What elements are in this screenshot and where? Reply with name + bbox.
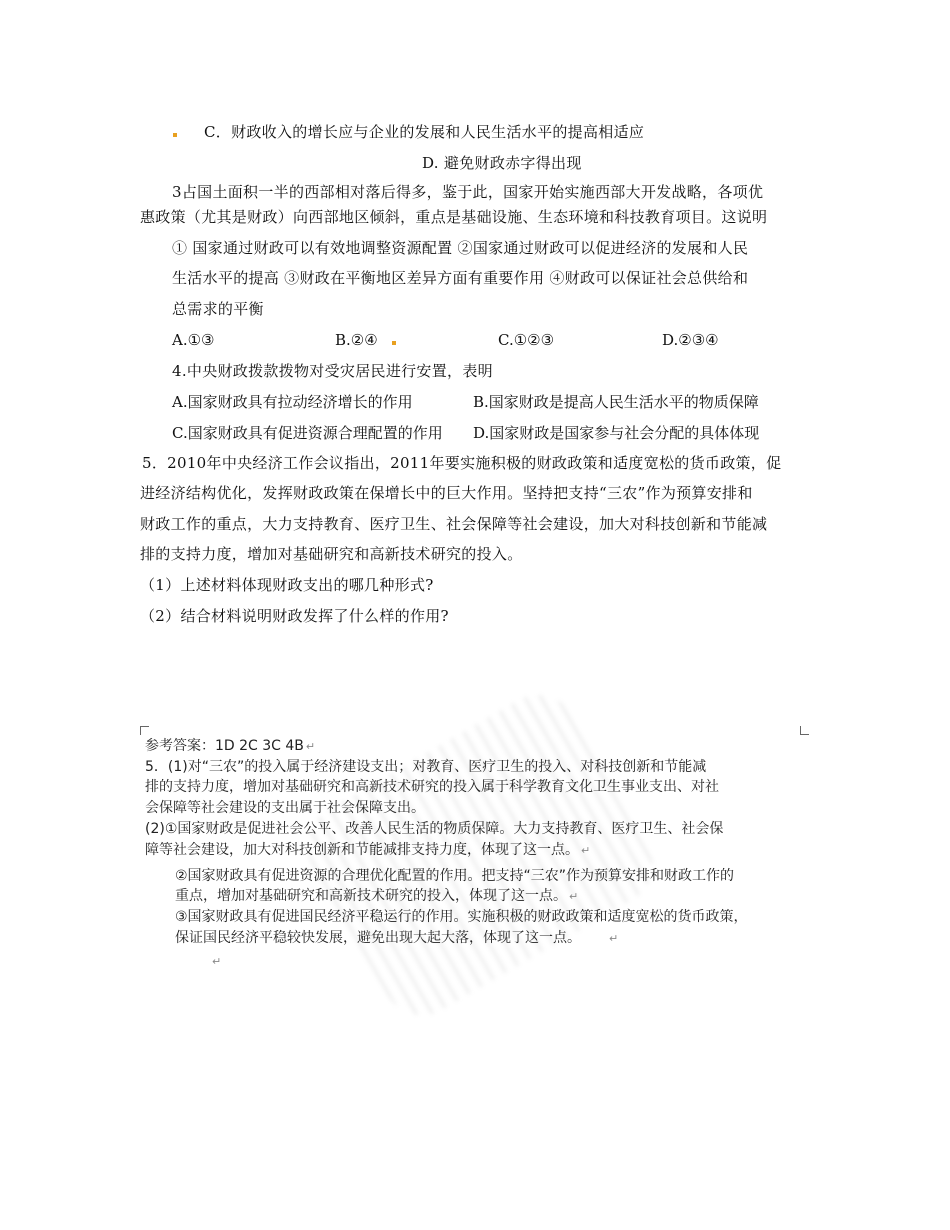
answer-5-1-line-1: 5．(1)对“三农”的投入属于经济建设支出；对教育、医疗卫生的投入、对科技创新和节能减	[145, 759, 707, 775]
answer-5-2-line-5: ③国家财政具有促进国民经济平稳运行的作用。实施积极的财政政策和适度宽松的货币政策，	[175, 909, 748, 925]
paragraph-mark-icon: ↵	[569, 890, 579, 903]
orange-dot-marker-2	[392, 341, 396, 345]
q3-stem-line-1: 3占国土面积一半的西部相对落后得多，鉴于此，国家开始实施西部大开发战略，各项优	[172, 183, 764, 201]
crop-corner-left	[140, 726, 149, 735]
q3-option-a: A.①③	[172, 331, 215, 349]
q5-sub-question-1: （1）上述材料体现财政支出的哪几种形式?	[140, 576, 434, 594]
answer-5-1-line-2: 排的支持力度，增加对基础研究和高新技术研究的投入属于科学教育文化卫生事业支出、对社	[145, 779, 719, 795]
q3-items-line-2: 生活水平的提高 ③财政在平衡地区差异方面有重要作用 ④财政可以保证社会总供给和	[172, 269, 749, 287]
q4-option-a: A.国家财政具有拉动经济增长的作用	[172, 393, 413, 411]
answer-header-text: 参考答案：1D 2C 3C 4B	[145, 738, 304, 754]
orange-dot-marker	[173, 133, 177, 137]
q3-option-c: C.①②③	[498, 331, 555, 349]
crop-corner-right	[800, 726, 809, 735]
answer-5-2-line-3: ②国家财政具有促进资源的合理优化配置的作用。把支持“三农”作为预算安排和财政工作的	[175, 868, 735, 884]
paragraph-mark-icon: ↵	[212, 955, 222, 968]
paragraph-mark-icon: ↵	[609, 932, 619, 945]
answer-5-2-line-6-text: 保证国民经济平稳较快发展，避免出现大起大落，体现了这一点。	[175, 930, 581, 946]
q4-option-c: C.国家财政具有促进资源合理配置的作用	[172, 424, 443, 442]
q2-option-c: C．财政收入的增长应与企业的发展和人民生活水平的提高相适应	[204, 123, 645, 141]
answer-5-2-line-4-text: 重点，增加对基础研究和高新技术研究的投入，体现了这一点。	[175, 888, 567, 904]
answer-5-2-line-1: (2)①国家财政是促进社会公平、改善人民生活的物质保障。大力支持教育、医疗卫生、社会保	[145, 821, 724, 837]
answer-5-2-line-2-text: 障等社会建设，加大对科技创新和节能减排支持力度，体现了这一点。	[145, 842, 579, 858]
q5-line-1: 5．2010年中央经济工作会议指出，2011年要实施积极的财政政策和适度宽松的货币政策，促	[142, 454, 782, 472]
answer-5-2-line-6	[175, 929, 618, 948]
q5-sub-question-2: （2）结合材料说明财政发挥了什么样的作用?	[140, 607, 449, 625]
paragraph-mark-icon: ↵	[305, 740, 316, 753]
q4-option-d: D.国家财政是国家参与社会分配的具体体现	[473, 424, 760, 442]
answer-5-2-line-4	[175, 887, 578, 906]
q5-line-4: 排的支持力度，增加对基础研究和高新技术研究的投入。	[140, 545, 523, 563]
trailing-paragraph-mark	[210, 952, 221, 971]
q3-option-d: D.②③④	[662, 331, 719, 349]
q3-items-line-1: ① 国家通过财政可以有效地调整资源配置 ②国家通过财政可以促进经济的发展和人民	[172, 239, 749, 257]
q5-line-2: 进经济结构优化，发挥财政政策在保增长中的巨大作用。坚持把支持“三农”作为预算安排和	[140, 484, 753, 502]
paragraph-mark-icon: ↵	[581, 844, 591, 857]
answer-header	[145, 737, 315, 756]
q4-stem: 4.中央财政拨款拨物对受灾居民进行安置，表明	[172, 362, 493, 380]
q3-items-line-3: 总需求的平衡	[172, 300, 264, 318]
q4-option-b: B.国家财政是提高人民生活水平的物质保障	[473, 393, 759, 411]
q3-stem-line-2: 惠政策（尤其是财政）向西部地区倾斜，重点是基础设施、生态环境和科技教育项目。这说明	[140, 208, 768, 226]
q5-line-3: 财政工作的重点，大力支持教育、医疗卫生、社会保障等社会建设，加大对科技创新和节能减	[140, 515, 768, 533]
q2-option-d: D. 避免财政赤字得出现	[422, 154, 582, 172]
answer-5-2-line-2	[145, 841, 590, 860]
answer-5-1-line-3: 会保障等社会建设的支出属于社会保障支出。	[145, 800, 425, 816]
q3-option-b: B.②④	[335, 331, 378, 349]
